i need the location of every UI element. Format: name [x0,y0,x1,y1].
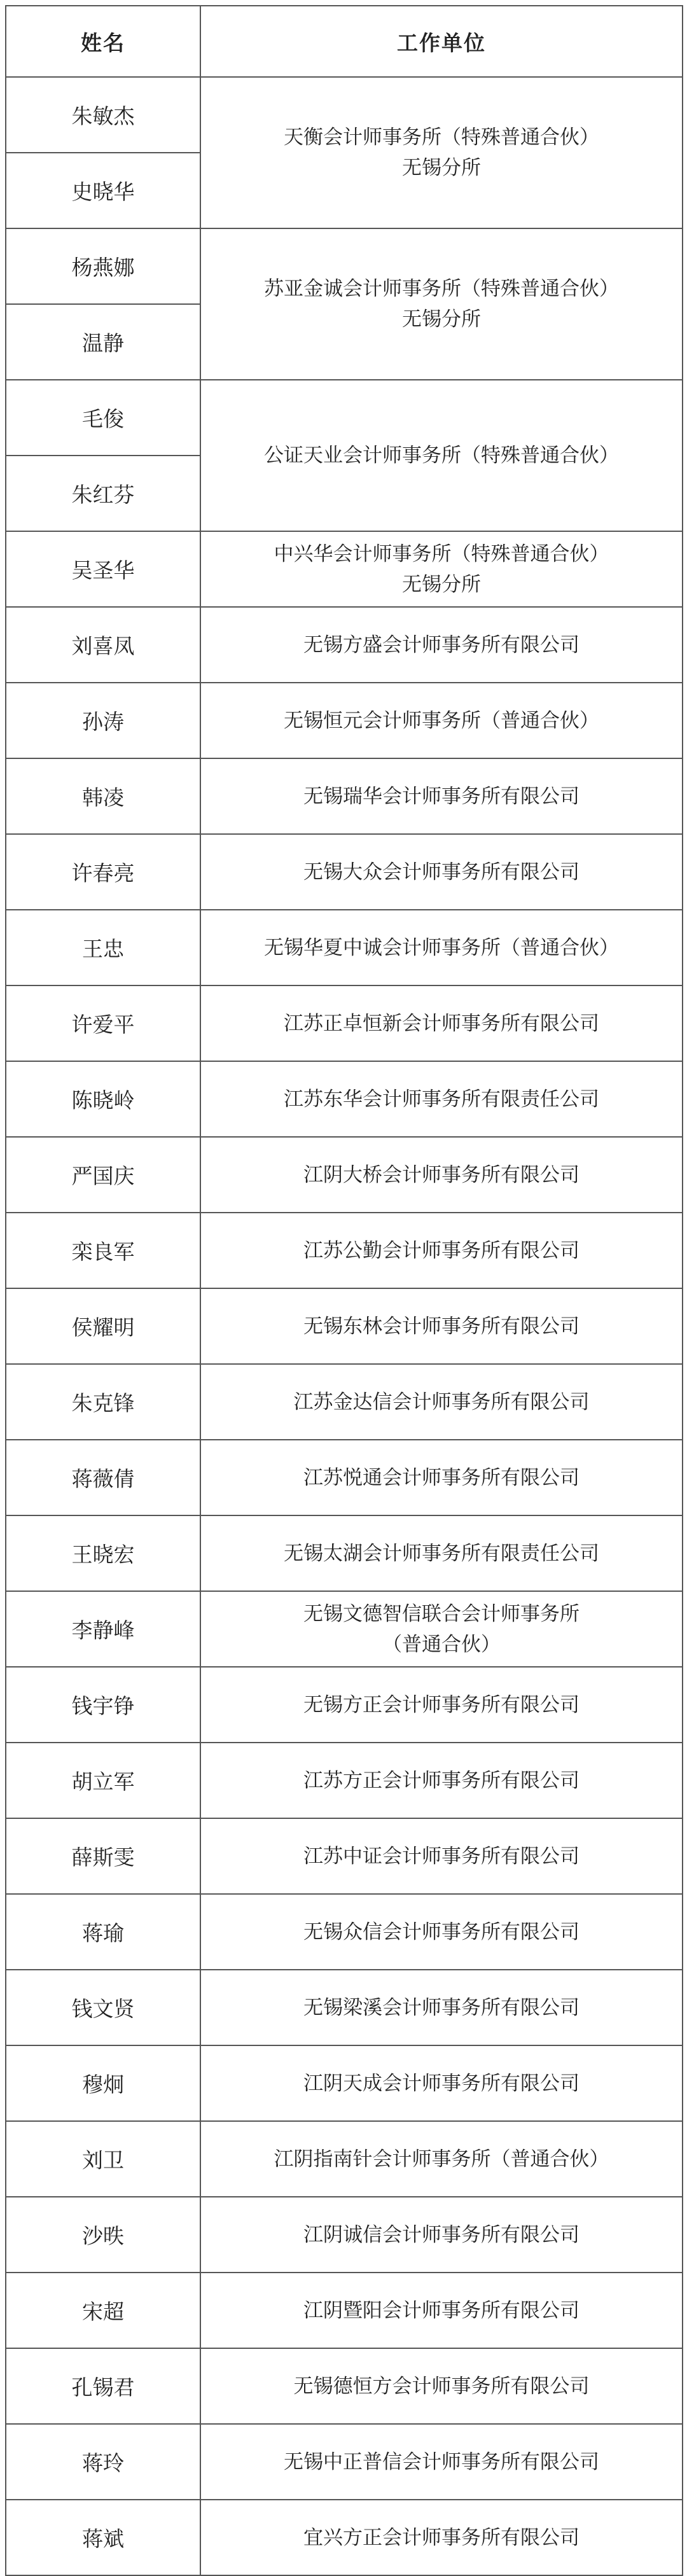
work-unit [200,910,683,985]
work-unit [200,683,683,758]
work-unit [200,2121,683,2197]
work-unit-line: （普通合伙） [382,1633,501,1656]
work-unit-line: 天衡会计师事务所（特殊普通合伙） [284,126,599,149]
work-unit [200,1440,683,1515]
work-unit [200,2273,683,2348]
table-row [6,1743,683,1818]
header-row [6,6,683,77]
work-unit-line: 无锡文德智信联合会计师事务所 [303,1602,579,1626]
person-name: 王忠 [6,910,200,985]
work-unit [200,1213,683,1288]
work-unit-line: 江阴指南针会计师事务所（普通合伙） [274,2147,609,2171]
work-unit [200,758,683,834]
work-unit-line: 无锡华夏中诚会计师事务所（普通合伙） [264,936,619,959]
work-unit [200,1743,683,1818]
work-unit-line: 江苏东华会计师事务所有限责任公司 [284,1087,599,1111]
work-unit [200,1667,683,1743]
work-unit [200,985,683,1061]
table-row [6,2500,683,2575]
work-unit-line: 江苏方正会计师事务所有限公司 [303,1769,579,1792]
work-unit-line: 无锡方盛会计师事务所有限公司 [303,633,579,657]
table-row [6,1515,683,1591]
work-unit [200,1364,683,1440]
work-unit-line: 江阴天成会计师事务所有限公司 [303,2071,579,2095]
person-name: 侯耀明 [6,1288,200,1364]
table-row [6,1818,683,1894]
work-unit-line: 无锡方正会计师事务所有限公司 [303,1693,579,1716]
work-unit-line: 江阴暨阳会计师事务所有限公司 [303,2299,579,2322]
table-row [6,607,683,683]
person-name: 史晓华 [6,153,200,228]
table-row [6,2424,683,2500]
table-row [6,1440,683,1515]
work-unit-line: 无锡中正普信会计师事务所有限公司 [284,2450,599,2474]
work-unit [200,1894,683,1970]
work-unit-line: 江苏公勤会计师事务所有限公司 [303,1239,579,1262]
work-unit [200,834,683,910]
work-unit [200,2424,683,2500]
work-unit [200,1061,683,1137]
work-unit [200,1818,683,1894]
work-unit [200,2348,683,2424]
person-name: 孙涛 [6,683,200,758]
work-unit [200,77,683,228]
work-unit-line: 无锡德恒方会计师事务所有限公司 [293,2374,590,2398]
table-row [6,2121,683,2197]
person-name: 韩凌 [6,758,200,834]
work-unit-line: 江阴大桥会计师事务所有限公司 [303,1163,579,1187]
table-row [6,1667,683,1743]
work-unit [200,1970,683,2045]
person-name: 李静峰 [6,1591,200,1667]
table-row [6,1288,683,1364]
work-unit [200,531,683,607]
person-name: 刘卫 [6,2121,200,2197]
work-unit-line: 无锡大众会计师事务所有限公司 [303,860,579,884]
person-name: 陈晓岭 [6,1061,200,1137]
work-unit [200,1288,683,1364]
work-unit [200,228,683,380]
table-row [6,1591,683,1667]
work-unit-line: 无锡分所 [402,308,481,331]
work-unit [200,380,683,531]
work-unit-line: 苏亚金诚会计师事务所（特殊普通合伙） [264,277,619,300]
work-unit-line: 江苏悦通会计师事务所有限公司 [303,1466,579,1489]
work-unit-line: 宜兴方正会计师事务所有限公司 [303,2526,579,2549]
table-row [6,834,683,910]
work-unit-line: 公证天业会计师事务所（特殊普通合伙） [264,444,619,467]
person-name: 沙昳 [6,2197,200,2273]
person-name: 朱红芬 [6,456,200,531]
person-name: 温静 [6,304,200,380]
person-name: 钱文贤 [6,1970,200,2045]
work-unit [200,2197,683,2273]
table-row [6,1213,683,1288]
person-name: 钱宇铮 [6,1667,200,1743]
roster-body [6,77,683,2575]
person-name: 杨燕娜 [6,228,200,304]
table-row [6,1970,683,2045]
table-row [6,2045,683,2121]
work-unit-line: 无锡瑞华会计师事务所有限公司 [303,784,579,808]
person-name: 栾良军 [6,1213,200,1288]
table-row [6,985,683,1061]
table-row [6,77,683,153]
person-name: 蒋薇倩 [6,1440,200,1515]
person-name: 蒋斌 [6,2500,200,2575]
header-name: 姓名 [6,6,200,77]
work-unit-line: 中兴华会计师事务所（特殊普通合伙） [274,542,609,566]
table-row [6,1364,683,1440]
table-row [6,1894,683,1970]
person-name: 蒋玲 [6,2424,200,2500]
table-row [6,758,683,834]
work-unit-line: 无锡分所 [402,157,481,179]
work-unit-line: 无锡恒元会计师事务所（普通合伙） [284,709,599,732]
table-row [6,2348,683,2424]
work-unit-line: 无锡梁溪会计师事务所有限公司 [303,1996,579,2019]
table-row [6,2273,683,2348]
work-unit-line: 无锡众信会计师事务所有限公司 [303,1920,579,1944]
table-row [6,228,683,304]
person-name: 严国庆 [6,1137,200,1213]
work-unit [200,607,683,683]
person-name: 薛斯雯 [6,1818,200,1894]
roster-table [5,5,683,2576]
work-unit-line: 江苏正卓恒新会计师事务所有限公司 [284,1012,599,1035]
work-unit-line: 江阴诚信会计师事务所有限公司 [303,2223,579,2246]
table-row [6,683,683,758]
person-name: 朱克锋 [6,1364,200,1440]
person-name: 宋超 [6,2273,200,2348]
person-name: 蒋瑜 [6,1894,200,1970]
work-unit-line: 江苏中证会计师事务所有限公司 [303,1844,579,1868]
table-row [6,1137,683,1213]
person-name: 胡立军 [6,1743,200,1818]
person-name: 穆炯 [6,2045,200,2121]
work-unit-line: 无锡分所 [402,573,481,596]
table-row [6,910,683,985]
header-org: 工作单位 [200,6,683,77]
table-row [6,380,683,456]
person-name: 毛俊 [6,380,200,456]
person-name: 刘喜凤 [6,607,200,683]
person-name: 王晓宏 [6,1515,200,1591]
work-unit [200,2500,683,2575]
work-unit-line: 无锡东林会计师事务所有限公司 [303,1314,579,1338]
work-unit-line: 江苏金达信会计师事务所有限公司 [293,1390,590,1414]
work-unit [200,1515,683,1591]
work-unit [200,1137,683,1213]
work-unit-line: 无锡太湖会计师事务所有限责任公司 [284,1542,599,1565]
table-row [6,531,683,607]
person-name: 许爱平 [6,985,200,1061]
table-row [6,2197,683,2273]
person-name: 吴圣华 [6,531,200,607]
work-unit [200,1591,683,1667]
person-name: 朱敏杰 [6,77,200,153]
person-name: 孔锡君 [6,2348,200,2424]
person-name: 许春亮 [6,834,200,910]
table-row [6,1061,683,1137]
work-unit [200,2045,683,2121]
